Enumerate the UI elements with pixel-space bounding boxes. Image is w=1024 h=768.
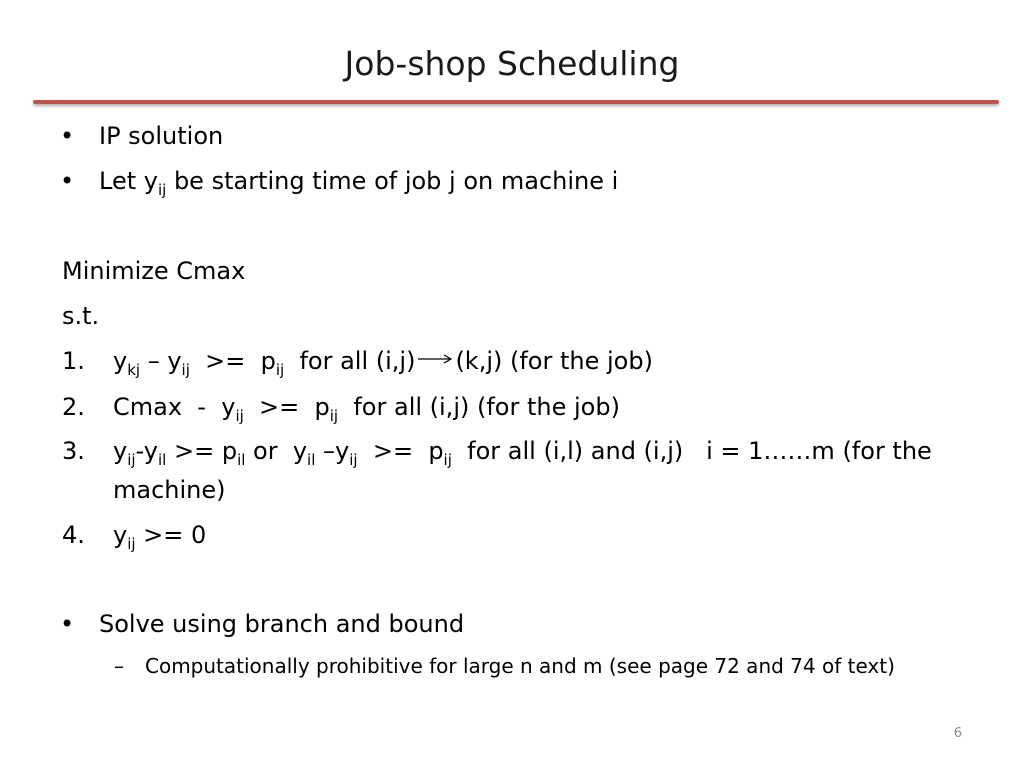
subscript: ij <box>443 451 452 469</box>
text: >= p <box>243 393 330 421</box>
subject-to: s.t. <box>62 302 100 330</box>
subscript: ij <box>181 361 190 379</box>
objective: Minimize Cmax <box>62 257 246 285</box>
subscript: ij <box>349 451 358 469</box>
constraint-3-continued: machine) <box>113 476 226 504</box>
bullet-ip-solution: IP solution <box>99 122 224 150</box>
text: y <box>113 521 128 549</box>
page-number: 6 <box>953 726 962 741</box>
arrow-right-icon <box>417 351 453 365</box>
subscript: il <box>158 451 167 469</box>
text: Let y <box>99 167 158 195</box>
subscript: il <box>307 451 316 469</box>
bullet-marker: • <box>60 167 75 195</box>
text: y <box>113 437 128 465</box>
bullet-marker: • <box>60 610 75 638</box>
text: for all (i,l) and (i,j) i = 1……m (for the <box>451 437 932 465</box>
text: -y <box>135 437 158 465</box>
sub-bullet-dash: – <box>114 654 124 678</box>
text: >= 0 <box>135 521 207 549</box>
text: Cmax - y <box>113 393 236 421</box>
text: (k,j) (for the job) <box>455 347 653 375</box>
constraint-number: 1. <box>62 347 85 375</box>
bullet-solve: Solve using branch and bound <box>99 610 465 638</box>
text: for all (i,j) <box>284 347 416 375</box>
text: or y <box>245 437 308 465</box>
constraint-1 <box>113 346 653 379</box>
text: –y <box>315 437 350 465</box>
subscript: il <box>237 451 246 469</box>
text: >= p <box>166 437 238 465</box>
bullet-let-y <box>99 166 619 199</box>
subscript: ij <box>329 407 339 425</box>
subscript: ij <box>235 407 244 425</box>
slide-title: Job-shop Scheduling <box>344 44 680 83</box>
subscript: ij <box>157 181 167 199</box>
subscript: ij <box>127 535 136 553</box>
constraint-4 <box>113 520 207 553</box>
sub-bullet-computationally: Computationally prohibitive for large n and m (see page 72 and 74 of text) <box>145 654 895 678</box>
subscript: ij <box>275 361 285 379</box>
constraint-number: 3. <box>62 437 85 465</box>
text: >= p <box>357 437 444 465</box>
constraint-number: 4. <box>62 521 85 549</box>
text: >= p <box>189 347 276 375</box>
text: – y <box>140 347 182 375</box>
constraint-2 <box>113 392 620 425</box>
subscript: kj <box>127 361 141 379</box>
text: y <box>113 347 128 375</box>
subscript: ij <box>127 451 136 469</box>
title-underline <box>33 100 999 104</box>
text: for all (i,j) (for the job) <box>338 393 620 421</box>
constraint-3 <box>113 436 932 469</box>
constraint-number: 2. <box>62 393 85 421</box>
text: be starting time of job j on machine i <box>166 167 619 195</box>
bullet-marker: • <box>60 122 75 150</box>
